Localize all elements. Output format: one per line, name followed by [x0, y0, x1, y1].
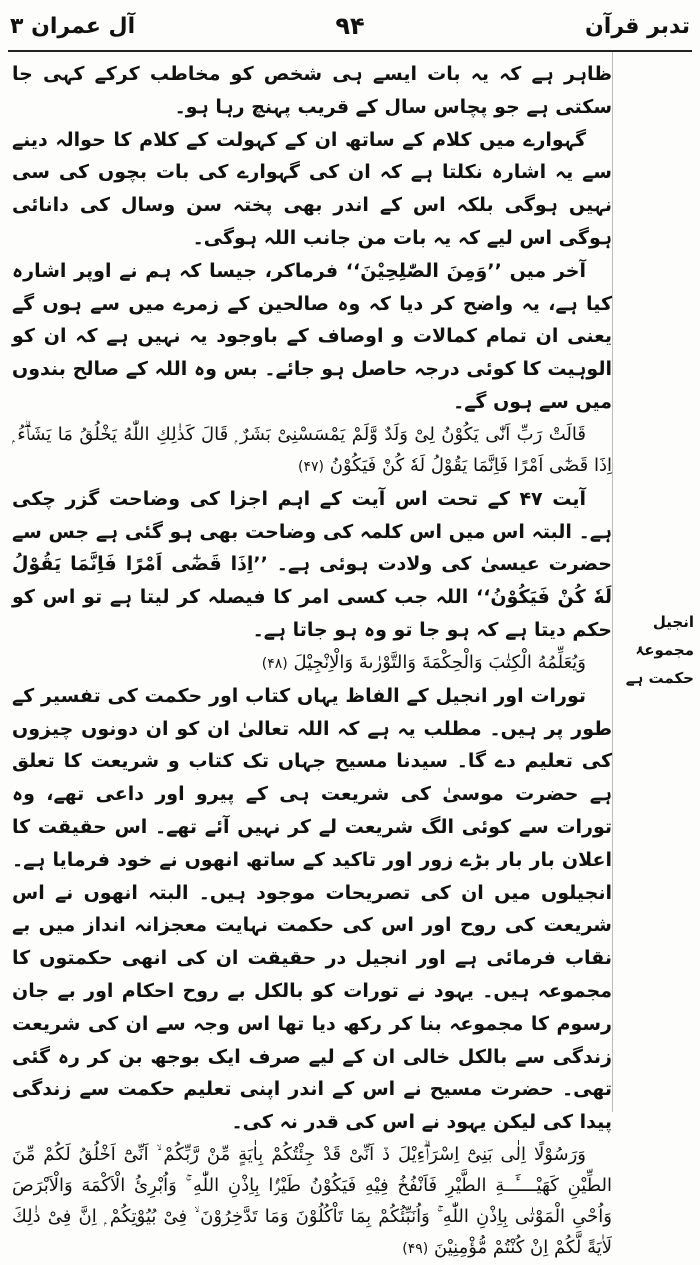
- paragraph: آخر میں ’’وَمِنَ الصّٰلِحِیْنَ‘‘ فرماکر، جیسا کہ ہم نے اوپر اشارہ کیا ہے، یہ واضح کر دیا کہ وہ صالحین کے زمرے میں سے ہوں گے یعنی ان تمام کمالات و اوصاف کے باوجود یہ نہیں ہے کہ ان کو الوہیت کا کوئی درجہ حاصل ہو جائے۔ بس وہ اللہ کے صالح بندوں میں سے ہوں گے۔: [12, 259, 612, 413]
- page-header: [10, 6, 690, 46]
- verse-text: وَیُعَلِّمُهُ الْكِتٰبَ وَالْحِكْمَةَ وَالتَّوْرٰىةَ وَالْاِنْجِیْلَ: [293, 651, 586, 673]
- main-text: [12, 58, 612, 1265]
- book-title: تدبر قرآن: [585, 13, 690, 39]
- margin-rule: [612, 52, 613, 1112]
- paragraph: گہوارے میں کلام کے ساتھ ان کے کہولت کے کلام کا حوالہ دینے سے یہ اشارہ نکلتا ہے کہ ان کی گہوارے کی بات بچوں کی سی نہیں ہوگی بلکہ اس کے اندر بھی پختہ سن وسال کی دانائی ہوگی اس لیے کہ یہ بات من جانب اللہ ہوگی۔: [12, 128, 612, 249]
- quran-verse: [12, 419, 612, 483]
- quran-verse: [12, 1139, 612, 1265]
- quran-verse: [12, 647, 612, 680]
- paragraph: ظاہر ہے کہ یہ بات ایسے ہی شخص کو مخاطب کرکے کہی جا سکتی ہے جو پچاس سال کے قریب پہنچ رہا ہو۔: [12, 63, 612, 118]
- verse-number: (۴۹): [402, 1240, 429, 1257]
- paragraph: تورات اور انجیل کے الفاظ یہاں کتاب اور حکمت کی تفسیر کے طور پر ہیں۔ مطلب یہ ہے کہ اللہ تعالیٰ ان کو ان دونوں چیزوں کی تعلیم دے گا۔ سیدنا مسیح جہاں تک کتاب و شریعت کا تعلق ہے حضرت موسیٰ کی شریعت ہی کے پیرو اور داعی تھے، وہ تورات سے کوئی الگ شریعت لے کر نہیں آئے تھے۔ اس حقیقت کا اعلان بار بار بڑے زور اور تاکید کے ساتھ انھوں نے خود فرمایا ہے۔ انجیلوں میں ان کی تصریحات موجود ہیں۔ البتہ انھوں نے اس شریعت کی روح اور اس کی حکمت نہایت معجزانہ انداز میں بے نقاب فرمائی ہے اور انجیل در حقیقت ان کی انھی حکمتوں کا مجموعہ ہیں۔ یہود نے تورات کو بالکل بے روح احکام اور بے جان رسوم کا مجموعہ بنا کر رکھ دیا تھا اس وجہ سے ان کی شریعت زندگی سے بالکل خالی ان کے لیے صرف ایک بوجھ بن کر رہ گئی تھی۔ حضرت مسیح نے اس کے اندر اپنی تعلیم حکمت سے زندگی پیدا کی لیکن یہود نے اس کی قدر نہ کی۔: [12, 684, 612, 1134]
- verse-number: (۴۸): [261, 655, 288, 672]
- verse-text: وَرَسُوْلًا اِلٰى بَنِیْٓ اِسْرَاۗءِیْلَ ڏ اَنِّىْ قَدْ جِئْتُكُمْ بِاٰیَةٍ مِّنْ رَّبِّكُمْ ۙ اَنِّىْٓ اَخْلُقُ لَكُمْ مِّنَ الطِّیْنِ كَهَیْــــَٔــةِ الطَّیْرِ فَاَنْفُخُ فِیْهِ فَیَكُوْنُ طَیْرًۢا بِاِذْنِ اللّٰهِ ۚ وَاُبْرِئُ الْاَكْمَهَ وَالْاَبْرَصَ وَاُحْىِ الْمَوْتٰى بِاِذْنِ اللّٰهِ ۚ وَاُنَبِّئُكُمْ بِمَا تَاْكُلُوْنَ وَمَا تَدَّخِرُوْنَ ۙ فِیْ بُیُوْتِكُمْ ۭ اِنَّ فِیْ ذٰلِكَ لَاٰیَةً لَّكُمْ اِنْ كُنْتُمْ مُّؤْمِنِیْنَ: [12, 1143, 612, 1258]
- verse-text: قَالَتْ رَبِّ اَنّٰی یَکُوْنُ لِیْ وَلَدٌ وَّلَمْ یَمْسَسْنِیْ بَشَرٌ ۭ قَالَ كَذٰلِكِ اللّٰهُ یَخْلُقُ مَا یَشَاۗءُ ۭ اِذَا قَضٰٓى اَمْرًا فَاِنَّمَا یَقُوْلُ لَهٗ كُنْ فَیَكُوْنُ: [12, 423, 612, 476]
- surah-title: آل عمران ۳: [10, 13, 136, 39]
- verse-number: (۴۷): [298, 458, 325, 475]
- header-rule: [8, 50, 692, 52]
- paragraph: آیت ۴۷ کے تحت اس آیت کے اہم اجزا کی وضاحت گزر چکی ہے۔ البتہ اس میں اس کلمہ کی وضاحت بھی ہو گئی ہے جس سے حضرت عیسیٰ کی ولادت ہوئی ہے۔ ’’اِذَا قَضٰٓى اَمْرًا فَاِنَّمَا یَقُوْلُ لَهٗ كُنْ فَیَكُوْنُ‘‘ اللہ جب کسی امر کا فیصلہ کر لیتا ہے تو اس کو حکم دیتا ہے کہ ہو جا تو وہ ہو جاتا ہے۔: [12, 487, 612, 641]
- margin-note: انجیل مجموعۂ حکمت ہے: [625, 613, 694, 687]
- page-number: ۹۴: [335, 12, 365, 40]
